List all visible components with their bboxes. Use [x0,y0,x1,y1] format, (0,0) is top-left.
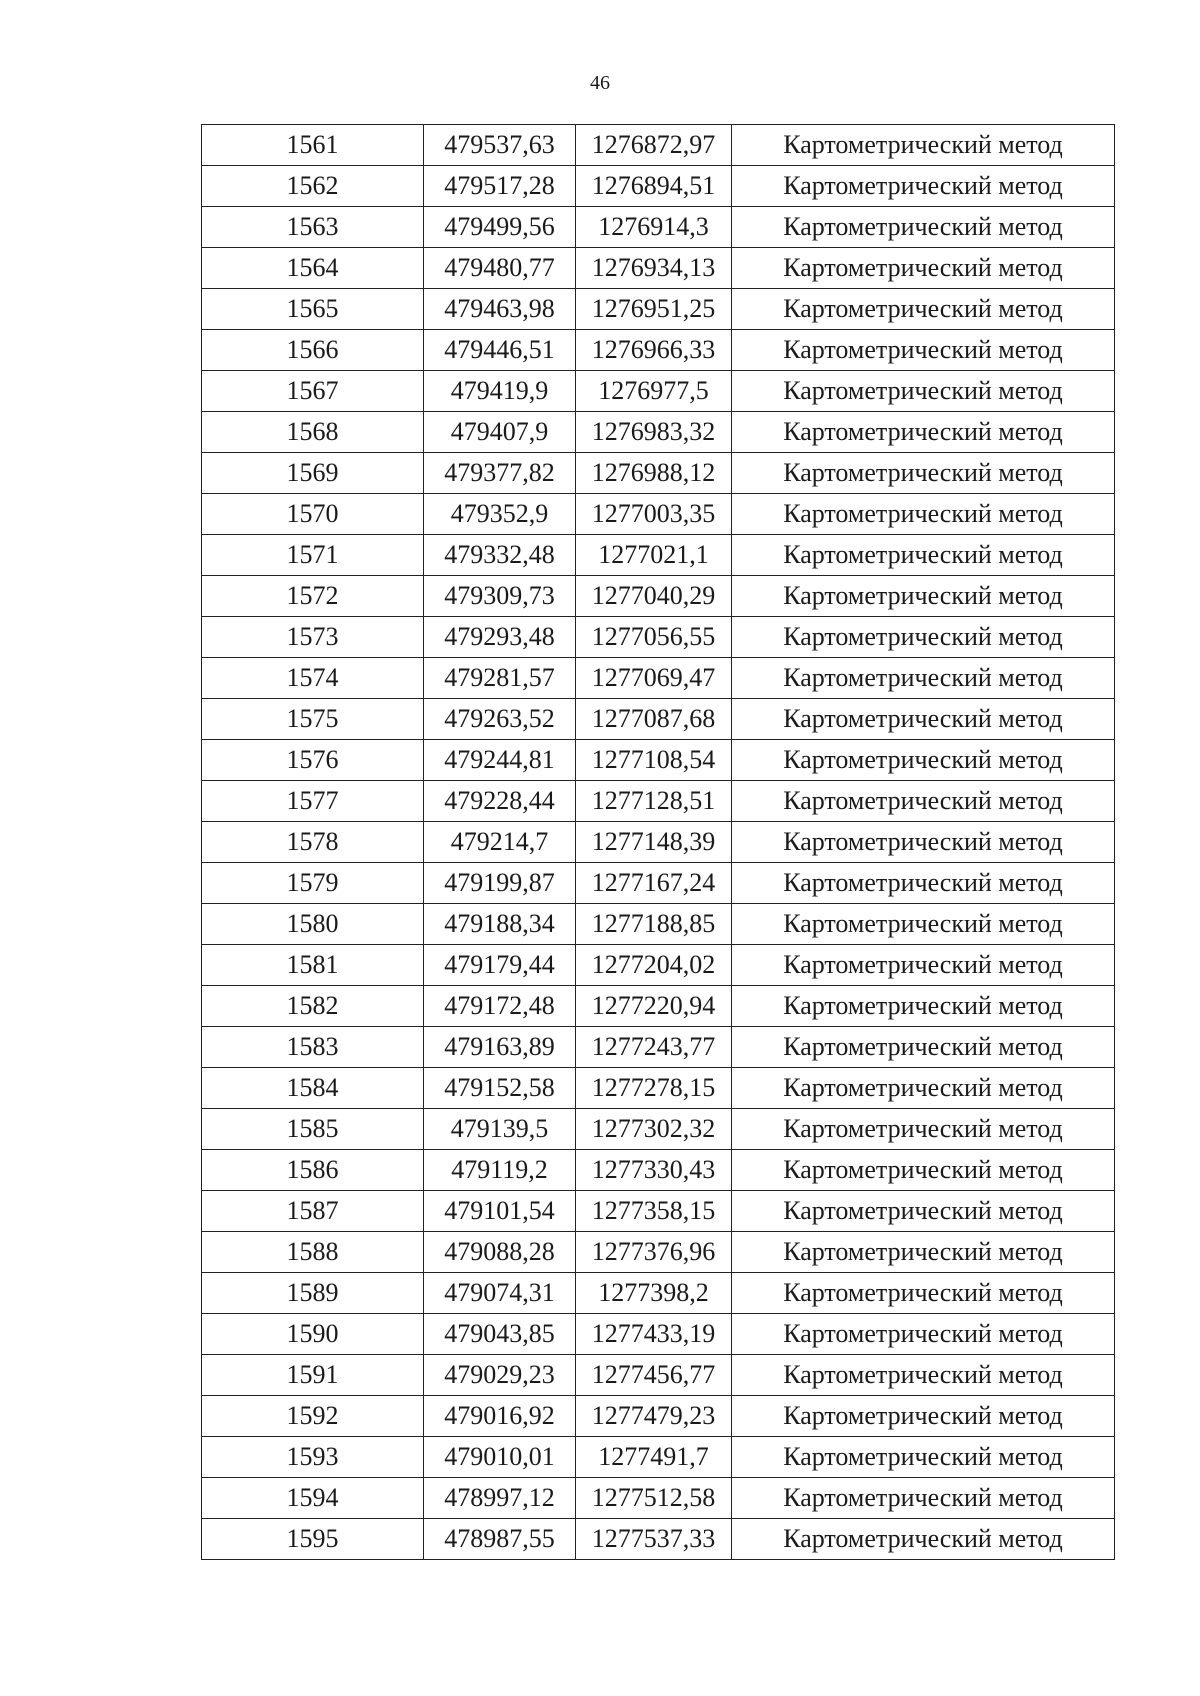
point-number-cell: 1574 [202,658,424,699]
y-coordinate-cell: 1276966,33 [576,330,732,371]
point-number-cell: 1579 [202,863,424,904]
table-row [202,207,1115,248]
method-cell: Картометрический метод [732,1150,1115,1191]
y-coordinate-cell: 1277243,77 [576,1027,732,1068]
point-number-cell: 1595 [202,1519,424,1560]
method-cell: Картометрический метод [732,166,1115,207]
x-coordinate-cell: 479244,81 [424,740,576,781]
y-coordinate-cell: 1277479,23 [576,1396,732,1437]
method-cell: Картометрический метод [732,1519,1115,1560]
point-number-cell: 1583 [202,1027,424,1068]
method-cell: Картометрический метод [732,1355,1115,1396]
table-row [202,904,1115,945]
method-cell: Картометрический метод [732,658,1115,699]
method-cell: Картометрический метод [732,1478,1115,1519]
y-coordinate-cell: 1276977,5 [576,371,732,412]
table-row [202,1109,1115,1150]
x-coordinate-cell: 479309,73 [424,576,576,617]
point-number-cell: 1566 [202,330,424,371]
method-cell: Картометрический метод [732,1314,1115,1355]
x-coordinate-cell: 479419,9 [424,371,576,412]
method-cell: Картометрический метод [732,699,1115,740]
x-coordinate-cell: 479016,92 [424,1396,576,1437]
point-number-cell: 1570 [202,494,424,535]
x-coordinate-cell: 479163,89 [424,1027,576,1068]
table-row [202,1150,1115,1191]
point-number-cell: 1571 [202,535,424,576]
x-coordinate-cell: 479228,44 [424,781,576,822]
table-row [202,494,1115,535]
y-coordinate-cell: 1276983,32 [576,412,732,453]
table-row [202,1437,1115,1478]
method-cell: Картометрический метод [732,371,1115,412]
y-coordinate-cell: 1277108,54 [576,740,732,781]
coordinates-table [201,124,1115,1560]
x-coordinate-cell: 479172,48 [424,986,576,1027]
table-row [202,1068,1115,1109]
table-row [202,371,1115,412]
x-coordinate-cell: 479010,01 [424,1437,576,1478]
method-cell: Картометрический метод [732,576,1115,617]
point-number-cell: 1576 [202,740,424,781]
method-cell: Картометрический метод [732,1027,1115,1068]
point-number-cell: 1592 [202,1396,424,1437]
y-coordinate-cell: 1276988,12 [576,453,732,494]
table-row [202,1232,1115,1273]
point-number-cell: 1564 [202,248,424,289]
method-cell: Картометрический метод [732,1273,1115,1314]
y-coordinate-cell: 1277128,51 [576,781,732,822]
table-row [202,330,1115,371]
x-coordinate-cell: 479463,98 [424,289,576,330]
y-coordinate-cell: 1277204,02 [576,945,732,986]
x-coordinate-cell: 479139,5 [424,1109,576,1150]
y-coordinate-cell: 1277056,55 [576,617,732,658]
table-row [202,1027,1115,1068]
y-coordinate-cell: 1277003,35 [576,494,732,535]
table-row [202,1396,1115,1437]
table-row [202,248,1115,289]
coordinates-table-body [202,125,1115,1560]
table-row [202,781,1115,822]
point-number-cell: 1593 [202,1437,424,1478]
point-number-cell: 1567 [202,371,424,412]
table-row [202,658,1115,699]
method-cell: Картометрический метод [732,904,1115,945]
table-row [202,986,1115,1027]
x-coordinate-cell: 479352,9 [424,494,576,535]
y-coordinate-cell: 1276951,25 [576,289,732,330]
x-coordinate-cell: 479119,2 [424,1150,576,1191]
method-cell: Картометрический метод [732,1068,1115,1109]
point-number-cell: 1586 [202,1150,424,1191]
x-coordinate-cell: 479043,85 [424,1314,576,1355]
table-row [202,617,1115,658]
y-coordinate-cell: 1277358,15 [576,1191,732,1232]
point-number-cell: 1565 [202,289,424,330]
y-coordinate-cell: 1277512,58 [576,1478,732,1519]
method-cell: Картометрический метод [732,207,1115,248]
point-number-cell: 1573 [202,617,424,658]
x-coordinate-cell: 479074,31 [424,1273,576,1314]
x-coordinate-cell: 479199,87 [424,863,576,904]
y-coordinate-cell: 1277021,1 [576,535,732,576]
x-coordinate-cell: 479101,54 [424,1191,576,1232]
y-coordinate-cell: 1277087,68 [576,699,732,740]
point-number-cell: 1585 [202,1109,424,1150]
method-cell: Картометрический метод [732,330,1115,371]
method-cell: Картометрический метод [732,453,1115,494]
x-coordinate-cell: 479263,52 [424,699,576,740]
table-row [202,412,1115,453]
x-coordinate-cell: 479407,9 [424,412,576,453]
y-coordinate-cell: 1277188,85 [576,904,732,945]
method-cell: Картометрический метод [732,412,1115,453]
table-row [202,945,1115,986]
point-number-cell: 1589 [202,1273,424,1314]
point-number-cell: 1563 [202,207,424,248]
x-coordinate-cell: 478997,12 [424,1478,576,1519]
x-coordinate-cell: 479499,56 [424,207,576,248]
method-cell: Картометрический метод [732,863,1115,904]
x-coordinate-cell: 479480,77 [424,248,576,289]
method-cell: Картометрический метод [732,1437,1115,1478]
page-number: 46 [590,72,610,94]
method-cell: Картометрический метод [732,535,1115,576]
y-coordinate-cell: 1277069,47 [576,658,732,699]
table-row [202,822,1115,863]
y-coordinate-cell: 1277376,96 [576,1232,732,1273]
point-number-cell: 1584 [202,1068,424,1109]
point-number-cell: 1577 [202,781,424,822]
point-number-cell: 1562 [202,166,424,207]
y-coordinate-cell: 1277330,43 [576,1150,732,1191]
point-number-cell: 1580 [202,904,424,945]
point-number-cell: 1591 [202,1355,424,1396]
y-coordinate-cell: 1276914,3 [576,207,732,248]
x-coordinate-cell: 479446,51 [424,330,576,371]
method-cell: Картометрический метод [732,1191,1115,1232]
point-number-cell: 1561 [202,125,424,166]
table-row [202,1355,1115,1396]
table-row [202,740,1115,781]
table-row [202,1191,1115,1232]
y-coordinate-cell: 1276894,51 [576,166,732,207]
table-row [202,863,1115,904]
method-cell: Картометрический метод [732,781,1115,822]
y-coordinate-cell: 1277398,2 [576,1273,732,1314]
method-cell: Картометрический метод [732,740,1115,781]
method-cell: Картометрический метод [732,289,1115,330]
x-coordinate-cell: 479029,23 [424,1355,576,1396]
method-cell: Картометрический метод [732,125,1115,166]
point-number-cell: 1581 [202,945,424,986]
y-coordinate-cell: 1277278,15 [576,1068,732,1109]
table-row [202,1314,1115,1355]
method-cell: Картометрический метод [732,494,1115,535]
point-number-cell: 1582 [202,986,424,1027]
table-row [202,289,1115,330]
point-number-cell: 1594 [202,1478,424,1519]
x-coordinate-cell: 479188,34 [424,904,576,945]
x-coordinate-cell: 479281,57 [424,658,576,699]
point-number-cell: 1575 [202,699,424,740]
table-row [202,1519,1115,1560]
x-coordinate-cell: 479293,48 [424,617,576,658]
x-coordinate-cell: 479214,7 [424,822,576,863]
method-cell: Картометрический метод [732,1109,1115,1150]
x-coordinate-cell: 478987,55 [424,1519,576,1560]
x-coordinate-cell: 479332,48 [424,535,576,576]
method-cell: Картометрический метод [732,945,1115,986]
y-coordinate-cell: 1276872,97 [576,125,732,166]
method-cell: Картометрический метод [732,986,1115,1027]
table-row [202,699,1115,740]
method-cell: Картометрический метод [732,1396,1115,1437]
method-cell: Картометрический метод [732,1232,1115,1273]
y-coordinate-cell: 1277433,19 [576,1314,732,1355]
point-number-cell: 1587 [202,1191,424,1232]
table-row [202,535,1115,576]
y-coordinate-cell: 1277456,77 [576,1355,732,1396]
point-number-cell: 1569 [202,453,424,494]
method-cell: Картометрический метод [732,822,1115,863]
x-coordinate-cell: 479088,28 [424,1232,576,1273]
point-number-cell: 1590 [202,1314,424,1355]
y-coordinate-cell: 1277167,24 [576,863,732,904]
x-coordinate-cell: 479517,28 [424,166,576,207]
point-number-cell: 1588 [202,1232,424,1273]
x-coordinate-cell: 479537,63 [424,125,576,166]
y-coordinate-cell: 1276934,13 [576,248,732,289]
x-coordinate-cell: 479377,82 [424,453,576,494]
method-cell: Картометрический метод [732,617,1115,658]
y-coordinate-cell: 1277220,94 [576,986,732,1027]
y-coordinate-cell: 1277491,7 [576,1437,732,1478]
table-row [202,1273,1115,1314]
y-coordinate-cell: 1277302,32 [576,1109,732,1150]
x-coordinate-cell: 479179,44 [424,945,576,986]
point-number-cell: 1568 [202,412,424,453]
table-row [202,453,1115,494]
table-row [202,166,1115,207]
y-coordinate-cell: 1277148,39 [576,822,732,863]
table-row [202,576,1115,617]
y-coordinate-cell: 1277537,33 [576,1519,732,1560]
y-coordinate-cell: 1277040,29 [576,576,732,617]
table-row [202,125,1115,166]
point-number-cell: 1572 [202,576,424,617]
method-cell: Картометрический метод [732,248,1115,289]
table-row [202,1478,1115,1519]
point-number-cell: 1578 [202,822,424,863]
x-coordinate-cell: 479152,58 [424,1068,576,1109]
